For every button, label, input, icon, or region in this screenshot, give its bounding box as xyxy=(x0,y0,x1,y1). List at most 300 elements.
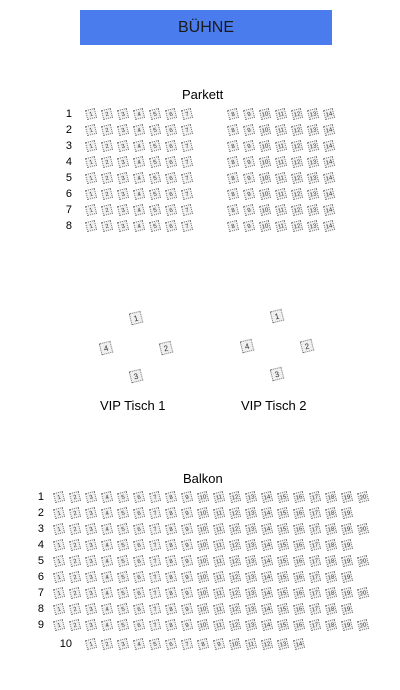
balkon-seat[interactable]: 7 xyxy=(149,539,161,551)
balkon-seat[interactable]: 4 xyxy=(101,571,113,583)
balkon-seat[interactable]: 10 xyxy=(197,539,209,551)
parkett-seat[interactable]: 6 xyxy=(165,156,177,168)
balkon-seat[interactable]: 16 xyxy=(293,603,305,615)
parkett-seat[interactable]: 12 xyxy=(291,124,303,136)
balkon-seat[interactable]: 3 xyxy=(85,603,97,615)
vip-seat[interactable]: 4 xyxy=(99,341,114,356)
balkon-seat[interactable]: 1 xyxy=(53,523,65,535)
parkett-seat[interactable]: 11 xyxy=(275,220,287,232)
parkett-seat[interactable]: 12 xyxy=(291,172,303,184)
balkon-seat[interactable]: 7 xyxy=(149,587,161,599)
balkon-seat[interactable]: 14 xyxy=(261,507,273,519)
balkon-seat[interactable]: 11 xyxy=(213,619,225,631)
parkett-seat[interactable]: 14 xyxy=(323,220,335,232)
parkett-seat[interactable]: 5 xyxy=(149,188,161,200)
balkon-seat[interactable]: 11 xyxy=(213,571,225,583)
parkett-seat[interactable]: 4 xyxy=(133,140,145,152)
balkon-seat[interactable]: 14 xyxy=(261,619,273,631)
parkett-seat[interactable]: 4 xyxy=(133,188,145,200)
parkett-seat[interactable]: 9 xyxy=(243,156,255,168)
balkon-seat[interactable]: 17 xyxy=(309,603,321,615)
parkett-seat[interactable]: 1 xyxy=(85,140,97,152)
balkon-seat[interactable]: 16 xyxy=(293,555,305,567)
parkett-seat[interactable]: 4 xyxy=(133,156,145,168)
balkon-seat[interactable]: 5 xyxy=(117,571,129,583)
parkett-seat[interactable]: 7 xyxy=(181,140,193,152)
balkon-seat[interactable]: 13 xyxy=(245,587,257,599)
balkon-seat[interactable]: 17 xyxy=(309,571,321,583)
balkon-seat[interactable]: 19 xyxy=(341,571,353,583)
balkon-seat[interactable]: 1 xyxy=(85,638,97,650)
balkon-seat[interactable]: 13 xyxy=(245,491,257,503)
balkon-seat[interactable]: 12 xyxy=(229,603,241,615)
balkon-seat[interactable]: 19 xyxy=(341,491,353,503)
balkon-seat[interactable]: 12 xyxy=(261,638,273,650)
parkett-seat[interactable]: 8 xyxy=(227,188,239,200)
parkett-seat[interactable]: 5 xyxy=(149,204,161,216)
parkett-seat[interactable]: 4 xyxy=(133,124,145,136)
parkett-seat[interactable]: 10 xyxy=(259,172,271,184)
balkon-seat[interactable]: 9 xyxy=(181,555,193,567)
balkon-seat[interactable]: 19 xyxy=(341,555,353,567)
balkon-seat[interactable]: 3 xyxy=(85,587,97,599)
balkon-seat[interactable]: 20 xyxy=(357,491,369,503)
vip-seat[interactable]: 3 xyxy=(270,367,285,382)
parkett-seat[interactable]: 8 xyxy=(227,140,239,152)
vip-seat[interactable]: 2 xyxy=(159,341,174,356)
balkon-seat[interactable]: 17 xyxy=(309,539,321,551)
balkon-seat[interactable]: 3 xyxy=(85,571,97,583)
balkon-seat[interactable]: 12 xyxy=(229,523,241,535)
parkett-seat[interactable]: 9 xyxy=(243,188,255,200)
parkett-seat[interactable]: 14 xyxy=(323,172,335,184)
balkon-seat[interactable]: 8 xyxy=(165,587,177,599)
parkett-seat[interactable]: 11 xyxy=(275,188,287,200)
parkett-seat[interactable]: 13 xyxy=(307,172,319,184)
parkett-seat[interactable]: 5 xyxy=(149,220,161,232)
parkett-seat[interactable]: 2 xyxy=(101,172,113,184)
parkett-seat[interactable]: 2 xyxy=(101,140,113,152)
parkett-seat[interactable]: 14 xyxy=(323,124,335,136)
balkon-seat[interactable]: 15 xyxy=(277,571,289,583)
parkett-seat[interactable]: 1 xyxy=(85,172,97,184)
balkon-seat[interactable]: 12 xyxy=(229,539,241,551)
parkett-seat[interactable]: 14 xyxy=(323,140,335,152)
parkett-seat[interactable]: 4 xyxy=(133,204,145,216)
parkett-seat[interactable]: 2 xyxy=(101,204,113,216)
balkon-seat[interactable]: 4 xyxy=(101,619,113,631)
parkett-seat[interactable]: 5 xyxy=(149,156,161,168)
balkon-seat[interactable]: 12 xyxy=(229,587,241,599)
parkett-seat[interactable]: 6 xyxy=(165,172,177,184)
balkon-seat[interactable]: 7 xyxy=(149,555,161,567)
balkon-seat[interactable]: 18 xyxy=(325,603,337,615)
parkett-seat[interactable]: 12 xyxy=(291,156,303,168)
balkon-seat[interactable]: 2 xyxy=(69,619,81,631)
parkett-seat[interactable]: 11 xyxy=(275,124,287,136)
parkett-seat[interactable]: 12 xyxy=(291,188,303,200)
parkett-seat[interactable]: 14 xyxy=(323,108,335,120)
parkett-seat[interactable]: 2 xyxy=(101,188,113,200)
balkon-seat[interactable]: 3 xyxy=(85,555,97,567)
balkon-seat[interactable]: 9 xyxy=(181,587,193,599)
balkon-seat[interactable]: 5 xyxy=(117,539,129,551)
balkon-seat[interactable]: 1 xyxy=(53,555,65,567)
balkon-seat[interactable]: 20 xyxy=(357,523,369,535)
balkon-seat[interactable]: 15 xyxy=(277,507,289,519)
balkon-seat[interactable]: 2 xyxy=(69,507,81,519)
balkon-seat[interactable]: 17 xyxy=(309,491,321,503)
balkon-seat[interactable]: 2 xyxy=(69,587,81,599)
balkon-seat[interactable]: 3 xyxy=(85,619,97,631)
balkon-seat[interactable]: 10 xyxy=(197,507,209,519)
parkett-seat[interactable]: 2 xyxy=(101,108,113,120)
vip-seat[interactable]: 4 xyxy=(240,339,255,354)
balkon-seat[interactable]: 7 xyxy=(149,523,161,535)
parkett-seat[interactable]: 5 xyxy=(149,124,161,136)
balkon-seat[interactable]: 13 xyxy=(277,638,289,650)
parkett-seat[interactable]: 3 xyxy=(117,156,129,168)
balkon-seat[interactable]: 14 xyxy=(293,638,305,650)
balkon-seat[interactable]: 6 xyxy=(133,571,145,583)
balkon-seat[interactable]: 8 xyxy=(165,539,177,551)
parkett-seat[interactable]: 1 xyxy=(85,220,97,232)
balkon-seat[interactable]: 15 xyxy=(277,587,289,599)
balkon-seat[interactable]: 19 xyxy=(341,587,353,599)
balkon-seat[interactable]: 16 xyxy=(293,571,305,583)
parkett-seat[interactable]: 13 xyxy=(307,124,319,136)
balkon-seat[interactable]: 9 xyxy=(181,603,193,615)
balkon-seat[interactable]: 18 xyxy=(325,523,337,535)
balkon-seat[interactable]: 8 xyxy=(165,603,177,615)
parkett-seat[interactable]: 3 xyxy=(117,172,129,184)
balkon-seat[interactable]: 6 xyxy=(133,587,145,599)
balkon-seat[interactable]: 4 xyxy=(101,523,113,535)
balkon-seat[interactable]: 5 xyxy=(117,587,129,599)
balkon-seat[interactable]: 10 xyxy=(197,571,209,583)
parkett-seat[interactable]: 1 xyxy=(85,188,97,200)
balkon-seat[interactable]: 14 xyxy=(261,603,273,615)
parkett-seat[interactable]: 1 xyxy=(85,108,97,120)
parkett-seat[interactable]: 12 xyxy=(291,204,303,216)
parkett-seat[interactable]: 10 xyxy=(259,108,271,120)
parkett-seat[interactable]: 3 xyxy=(117,108,129,120)
balkon-seat[interactable]: 14 xyxy=(261,587,273,599)
balkon-seat[interactable]: 16 xyxy=(293,539,305,551)
parkett-seat[interactable]: 6 xyxy=(165,124,177,136)
parkett-seat[interactable]: 7 xyxy=(181,172,193,184)
parkett-seat[interactable]: 7 xyxy=(181,188,193,200)
balkon-seat[interactable]: 9 xyxy=(181,507,193,519)
balkon-seat[interactable]: 7 xyxy=(149,603,161,615)
balkon-seat[interactable]: 8 xyxy=(165,571,177,583)
balkon-seat[interactable]: 12 xyxy=(229,555,241,567)
balkon-seat[interactable]: 13 xyxy=(245,523,257,535)
balkon-seat[interactable]: 6 xyxy=(133,603,145,615)
parkett-seat[interactable]: 13 xyxy=(307,188,319,200)
balkon-seat[interactable]: 20 xyxy=(357,619,369,631)
balkon-seat[interactable]: 17 xyxy=(309,523,321,535)
balkon-seat[interactable]: 1 xyxy=(53,603,65,615)
balkon-seat[interactable]: 15 xyxy=(277,555,289,567)
balkon-seat[interactable]: 11 xyxy=(245,638,257,650)
balkon-seat[interactable]: 8 xyxy=(165,523,177,535)
balkon-seat[interactable]: 13 xyxy=(245,603,257,615)
parkett-seat[interactable]: 10 xyxy=(259,188,271,200)
parkett-seat[interactable]: 9 xyxy=(243,124,255,136)
parkett-seat[interactable]: 7 xyxy=(181,156,193,168)
balkon-seat[interactable]: 15 xyxy=(277,603,289,615)
balkon-seat[interactable]: 11 xyxy=(213,539,225,551)
parkett-seat[interactable]: 10 xyxy=(259,220,271,232)
balkon-seat[interactable]: 18 xyxy=(325,491,337,503)
balkon-seat[interactable]: 4 xyxy=(133,638,145,650)
balkon-seat[interactable]: 6 xyxy=(133,555,145,567)
parkett-seat[interactable]: 12 xyxy=(291,140,303,152)
parkett-seat[interactable]: 10 xyxy=(259,204,271,216)
parkett-seat[interactable]: 8 xyxy=(227,156,239,168)
balkon-seat[interactable]: 11 xyxy=(213,507,225,519)
balkon-seat[interactable]: 10 xyxy=(197,619,209,631)
parkett-seat[interactable]: 3 xyxy=(117,204,129,216)
parkett-seat[interactable]: 4 xyxy=(133,172,145,184)
vip-seat[interactable]: 3 xyxy=(129,369,144,384)
parkett-seat[interactable]: 8 xyxy=(227,124,239,136)
balkon-seat[interactable]: 1 xyxy=(53,587,65,599)
balkon-seat[interactable]: 19 xyxy=(341,507,353,519)
balkon-seat[interactable]: 8 xyxy=(165,619,177,631)
balkon-seat[interactable]: 2 xyxy=(69,539,81,551)
balkon-seat[interactable]: 3 xyxy=(117,638,129,650)
parkett-seat[interactable]: 2 xyxy=(101,156,113,168)
balkon-seat[interactable]: 9 xyxy=(181,619,193,631)
balkon-seat[interactable]: 12 xyxy=(229,571,241,583)
balkon-seat[interactable]: 2 xyxy=(101,638,113,650)
balkon-seat[interactable]: 5 xyxy=(117,523,129,535)
balkon-seat[interactable]: 18 xyxy=(325,587,337,599)
balkon-seat[interactable]: 4 xyxy=(101,491,113,503)
balkon-seat[interactable]: 2 xyxy=(69,603,81,615)
parkett-seat[interactable]: 11 xyxy=(275,108,287,120)
balkon-seat[interactable]: 1 xyxy=(53,539,65,551)
balkon-seat[interactable]: 5 xyxy=(117,555,129,567)
parkett-seat[interactable]: 5 xyxy=(149,172,161,184)
parkett-seat[interactable]: 12 xyxy=(291,108,303,120)
balkon-seat[interactable]: 12 xyxy=(229,619,241,631)
parkett-seat[interactable]: 2 xyxy=(101,220,113,232)
balkon-seat[interactable]: 9 xyxy=(181,491,193,503)
balkon-seat[interactable]: 4 xyxy=(101,539,113,551)
balkon-seat[interactable]: 14 xyxy=(261,555,273,567)
balkon-seat[interactable]: 11 xyxy=(213,523,225,535)
balkon-seat[interactable]: 7 xyxy=(149,571,161,583)
parkett-seat[interactable]: 13 xyxy=(307,156,319,168)
balkon-seat[interactable]: 5 xyxy=(117,603,129,615)
parkett-seat[interactable]: 9 xyxy=(243,140,255,152)
parkett-seat[interactable]: 9 xyxy=(243,172,255,184)
balkon-seat[interactable]: 6 xyxy=(133,491,145,503)
balkon-seat[interactable]: 2 xyxy=(69,555,81,567)
parkett-seat[interactable]: 7 xyxy=(181,204,193,216)
parkett-seat[interactable]: 11 xyxy=(275,140,287,152)
parkett-seat[interactable]: 13 xyxy=(307,204,319,216)
parkett-seat[interactable]: 5 xyxy=(149,108,161,120)
balkon-seat[interactable]: 5 xyxy=(149,638,161,650)
parkett-seat[interactable]: 4 xyxy=(133,108,145,120)
balkon-seat[interactable]: 14 xyxy=(261,539,273,551)
parkett-seat[interactable]: 6 xyxy=(165,188,177,200)
parkett-seat[interactable]: 1 xyxy=(85,204,97,216)
parkett-seat[interactable]: 3 xyxy=(117,220,129,232)
balkon-seat[interactable]: 6 xyxy=(133,539,145,551)
parkett-seat[interactable]: 2 xyxy=(101,124,113,136)
balkon-seat[interactable]: 10 xyxy=(197,555,209,567)
balkon-seat[interactable]: 13 xyxy=(245,555,257,567)
balkon-seat[interactable]: 14 xyxy=(261,523,273,535)
parkett-seat[interactable]: 6 xyxy=(165,108,177,120)
balkon-seat[interactable]: 3 xyxy=(85,539,97,551)
balkon-seat[interactable]: 18 xyxy=(325,555,337,567)
balkon-seat[interactable]: 11 xyxy=(213,555,225,567)
balkon-seat[interactable]: 11 xyxy=(213,587,225,599)
balkon-seat[interactable]: 13 xyxy=(245,539,257,551)
balkon-seat[interactable]: 4 xyxy=(101,587,113,599)
balkon-seat[interactable]: 1 xyxy=(53,571,65,583)
parkett-seat[interactable]: 5 xyxy=(149,140,161,152)
balkon-seat[interactable]: 7 xyxy=(149,619,161,631)
balkon-seat[interactable]: 16 xyxy=(293,491,305,503)
parkett-seat[interactable]: 10 xyxy=(259,124,271,136)
balkon-seat[interactable]: 20 xyxy=(357,587,369,599)
balkon-seat[interactable]: 7 xyxy=(149,507,161,519)
balkon-seat[interactable]: 3 xyxy=(85,507,97,519)
parkett-seat[interactable]: 9 xyxy=(243,204,255,216)
balkon-seat[interactable]: 13 xyxy=(245,619,257,631)
parkett-seat[interactable]: 1 xyxy=(85,124,97,136)
balkon-seat[interactable]: 5 xyxy=(117,491,129,503)
parkett-seat[interactable]: 1 xyxy=(85,156,97,168)
balkon-seat[interactable]: 8 xyxy=(165,555,177,567)
balkon-seat[interactable]: 4 xyxy=(101,603,113,615)
balkon-seat[interactable]: 19 xyxy=(341,539,353,551)
balkon-seat[interactable]: 4 xyxy=(101,555,113,567)
parkett-seat[interactable]: 8 xyxy=(227,204,239,216)
parkett-seat[interactable]: 6 xyxy=(165,204,177,216)
balkon-seat[interactable]: 10 xyxy=(197,603,209,615)
parkett-seat[interactable]: 6 xyxy=(165,140,177,152)
balkon-seat[interactable]: 16 xyxy=(293,619,305,631)
balkon-seat[interactable]: 17 xyxy=(309,555,321,567)
balkon-seat[interactable]: 9 xyxy=(213,638,225,650)
balkon-seat[interactable]: 14 xyxy=(261,491,273,503)
parkett-seat[interactable]: 9 xyxy=(243,220,255,232)
vip-seat[interactable]: 1 xyxy=(129,311,144,326)
parkett-seat[interactable]: 14 xyxy=(323,188,335,200)
balkon-seat[interactable]: 18 xyxy=(325,539,337,551)
parkett-seat[interactable]: 9 xyxy=(243,108,255,120)
balkon-seat[interactable]: 8 xyxy=(165,491,177,503)
parkett-seat[interactable]: 12 xyxy=(291,220,303,232)
balkon-seat[interactable]: 8 xyxy=(197,638,209,650)
balkon-seat[interactable]: 15 xyxy=(277,619,289,631)
balkon-seat[interactable]: 8 xyxy=(165,507,177,519)
balkon-seat[interactable]: 6 xyxy=(133,507,145,519)
parkett-seat[interactable]: 8 xyxy=(227,172,239,184)
balkon-seat[interactable]: 17 xyxy=(309,587,321,599)
balkon-seat[interactable]: 13 xyxy=(245,571,257,583)
parkett-seat[interactable]: 13 xyxy=(307,220,319,232)
parkett-seat[interactable]: 8 xyxy=(227,108,239,120)
balkon-seat[interactable]: 1 xyxy=(53,507,65,519)
parkett-seat[interactable]: 4 xyxy=(133,220,145,232)
parkett-seat[interactable]: 10 xyxy=(259,156,271,168)
balkon-seat[interactable]: 10 xyxy=(197,491,209,503)
balkon-seat[interactable]: 9 xyxy=(181,571,193,583)
balkon-seat[interactable]: 18 xyxy=(325,571,337,583)
balkon-seat[interactable]: 19 xyxy=(341,619,353,631)
balkon-seat[interactable]: 3 xyxy=(85,491,97,503)
parkett-seat[interactable]: 11 xyxy=(275,172,287,184)
balkon-seat[interactable]: 16 xyxy=(293,507,305,519)
balkon-seat[interactable]: 20 xyxy=(357,555,369,567)
parkett-seat[interactable]: 3 xyxy=(117,124,129,136)
balkon-seat[interactable]: 4 xyxy=(101,507,113,519)
parkett-seat[interactable]: 6 xyxy=(165,220,177,232)
balkon-seat[interactable]: 5 xyxy=(117,619,129,631)
balkon-seat[interactable]: 15 xyxy=(277,539,289,551)
balkon-seat[interactable]: 5 xyxy=(117,507,129,519)
balkon-seat[interactable]: 17 xyxy=(309,619,321,631)
balkon-seat[interactable]: 11 xyxy=(213,491,225,503)
balkon-seat[interactable]: 10 xyxy=(197,587,209,599)
balkon-seat[interactable]: 16 xyxy=(293,523,305,535)
balkon-seat[interactable]: 17 xyxy=(309,507,321,519)
balkon-seat[interactable]: 11 xyxy=(213,603,225,615)
balkon-seat[interactable]: 7 xyxy=(149,491,161,503)
balkon-seat[interactable]: 6 xyxy=(165,638,177,650)
balkon-seat[interactable]: 19 xyxy=(341,603,353,615)
balkon-seat[interactable]: 2 xyxy=(69,571,81,583)
parkett-seat[interactable]: 13 xyxy=(307,108,319,120)
balkon-seat[interactable]: 15 xyxy=(277,523,289,535)
parkett-seat[interactable]: 3 xyxy=(117,188,129,200)
balkon-seat[interactable]: 9 xyxy=(181,523,193,535)
parkett-seat[interactable]: 7 xyxy=(181,108,193,120)
balkon-seat[interactable]: 2 xyxy=(69,523,81,535)
balkon-seat[interactable]: 12 xyxy=(229,491,241,503)
parkett-seat[interactable]: 14 xyxy=(323,204,335,216)
parkett-seat[interactable]: 7 xyxy=(181,124,193,136)
balkon-seat[interactable]: 19 xyxy=(341,523,353,535)
parkett-seat[interactable]: 14 xyxy=(323,156,335,168)
balkon-seat[interactable]: 2 xyxy=(69,491,81,503)
balkon-seat[interactable]: 15 xyxy=(277,491,289,503)
balkon-seat[interactable]: 3 xyxy=(85,523,97,535)
parkett-seat[interactable]: 11 xyxy=(275,156,287,168)
balkon-seat[interactable]: 1 xyxy=(53,619,65,631)
parkett-seat[interactable]: 3 xyxy=(117,140,129,152)
balkon-seat[interactable]: 1 xyxy=(53,491,65,503)
balkon-seat[interactable]: 12 xyxy=(229,507,241,519)
parkett-seat[interactable]: 11 xyxy=(275,204,287,216)
balkon-seat[interactable]: 18 xyxy=(325,619,337,631)
balkon-seat[interactable]: 10 xyxy=(229,638,241,650)
balkon-seat[interactable]: 9 xyxy=(181,539,193,551)
balkon-seat[interactable]: 13 xyxy=(245,507,257,519)
vip-seat[interactable]: 2 xyxy=(300,339,315,354)
parkett-seat[interactable]: 13 xyxy=(307,140,319,152)
balkon-seat[interactable]: 16 xyxy=(293,587,305,599)
